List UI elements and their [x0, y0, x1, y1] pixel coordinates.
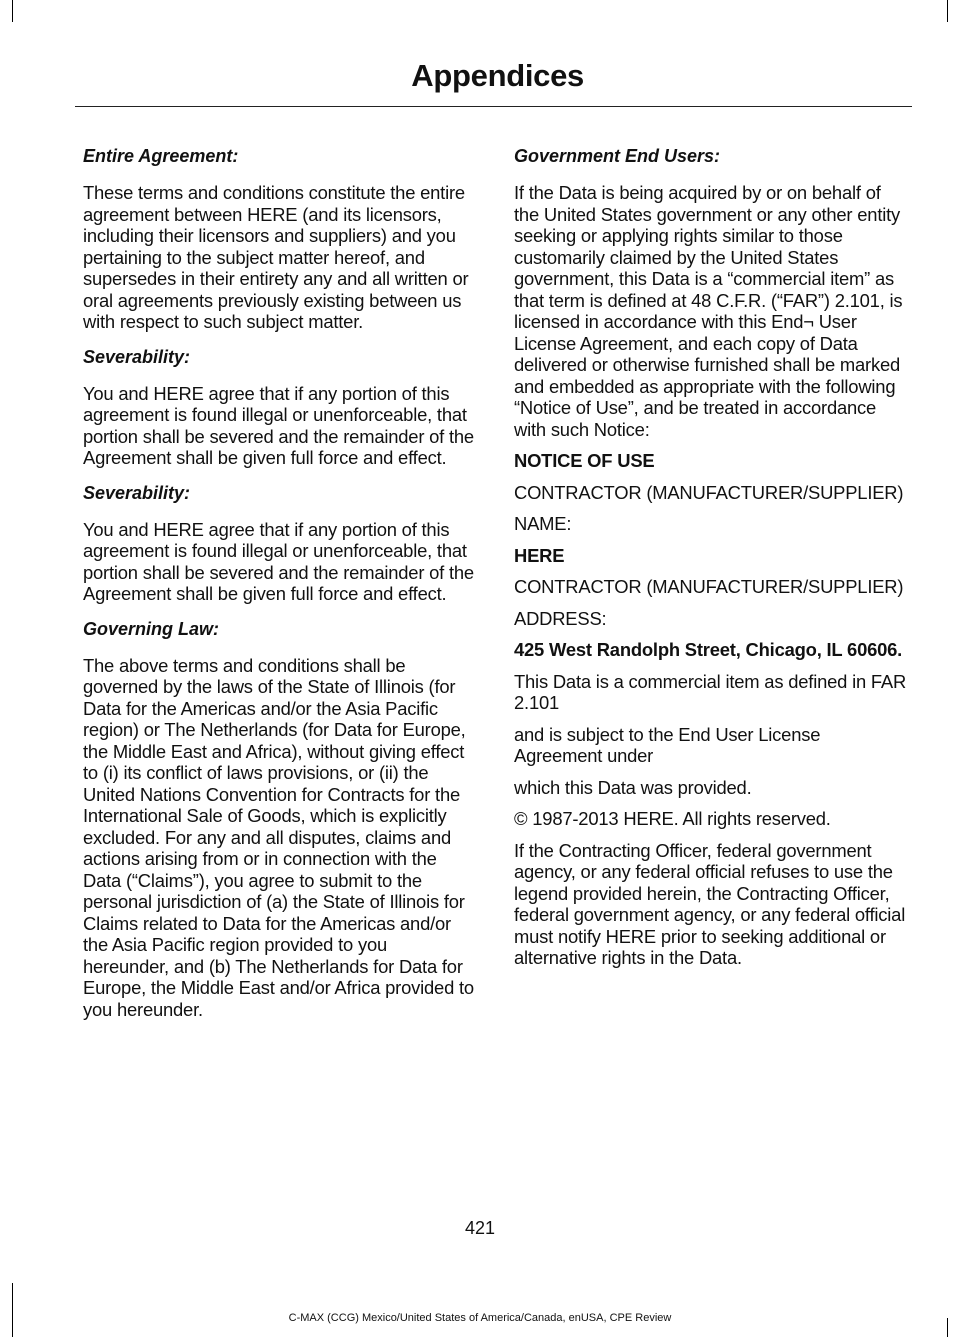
section-heading: Severability:: [83, 346, 191, 367]
crop-mark: [947, 0, 948, 22]
paragraph: © 1987-2013 HERE. All rights reserved.: [514, 808, 831, 829]
section-heading: Entire Agreement:: [83, 146, 239, 166]
paragraph: CONTRACTOR (MANUFACTURER/SUPPLIER): [514, 481, 904, 503]
paragraph: This Data is a commercial item as defined in FAR 2.101: [514, 670, 907, 713]
left-column: [83, 142, 475, 1030]
footer-text: C-MAX (CCG) Mexico/United States of America/Canada, enUSA, CPE Review: [288, 1312, 672, 1324]
crop-mark: [12, 1283, 13, 1337]
section-heading: Government End Users:: [514, 146, 721, 166]
paragraph: CONTRACTOR (MANUFACTURER/SUPPLIER): [514, 576, 904, 597]
crop-mark: [12, 0, 13, 22]
paragraph: and is subject to the End User License Agreement under: [514, 723, 821, 766]
paragraph: If the Data is being acquired by or on behalf of the United States government or any other entity seeking or applying rights similar to those customarily claimed by the United States government, this Data is a “commercial item” as that term is defined at 48 C.F.R. (“FAR”) 2.101, is licensed in accordance with this End¬ User License Agreement, and each copy of Data delivered or otherwise furnished shall be marked and embedded as appropriate with the following “Notice of Use”, and be treated in accordance with such Notice:: [514, 182, 903, 440]
bold-line: 425 West Randolph Street, Chicago, IL 60606.: [514, 639, 903, 660]
paragraph: You and HERE agree that if any portion of this agreement is found illegal or unenforceable, that portion shall be severed and the remainder of the Agreement shall be given full force and effect.: [83, 518, 474, 604]
paragraph: NAME:: [514, 513, 572, 534]
page-title: Appendices: [411, 58, 584, 93]
paragraph: These terms and conditions constitute the entire agreement between HERE (and its licensors, including their licensors and suppliers) and you pertaining to the subject matter hereof, and supersedes in their entirety any and all written or oral agreements previously existing between us with respect to such subject matter.: [83, 182, 469, 332]
bold-line: HERE: [514, 544, 565, 566]
header-rule: [75, 106, 912, 107]
bold-line: NOTICE OF USE: [514, 450, 655, 471]
page-number: 421: [464, 1218, 496, 1238]
paragraph: If the Contracting Officer, federal government agency, or any federal official refuses to use the legend provided herein, the Contracting Officer, federal government agency, or any federal official must notify HERE prior to seeking additional or alternative rights in the Data.: [514, 839, 906, 968]
paragraph: The above terms and conditions shall be governed by the laws of the State of Illinois (for Data for the Americas and/or the Asia Pacific region) or The Netherlands (for Data for Europe, the Middle East and Africa), without giving effect to (i) its conflict of laws provisions, or (ii) the United Nations Convention for Contracts for the International Sale of Goods, which is explicitly excluded. For any and all disputes, claims and actions arising from or in connection with the Data (“Claims”), you agree to submit to the personal jurisdiction of (a) the State of Illinois for Claims related to Data for the Americas and/or the Asia Pacific region provided to you hereunder, and (b) The Netherlands for Data for Europe, the Middle East and/or Africa provided to you hereunder.: [83, 654, 474, 1020]
paragraph: You and HERE agree that if any portion of this agreement is found illegal or unenforceable, that portion shall be severed and the remainder of the Agreement shall be given full force and effect.: [83, 382, 474, 468]
paragraph: which this Data was provided.: [514, 776, 752, 798]
paragraph: ADDRESS:: [514, 607, 607, 629]
section-heading: Governing Law:: [83, 618, 220, 639]
right-column: [514, 142, 908, 979]
section-heading: Severability:: [83, 482, 191, 503]
